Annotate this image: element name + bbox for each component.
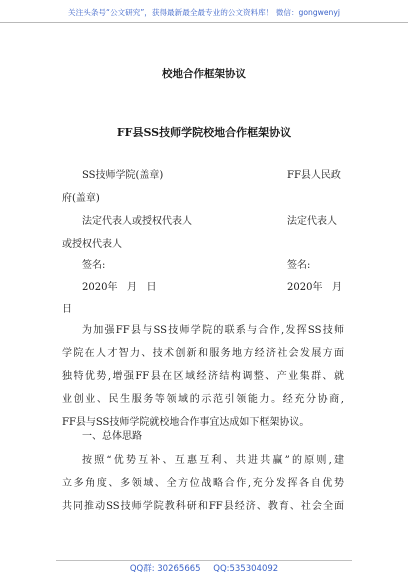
short-title: 校地合作框架协议 xyxy=(162,68,246,80)
section-1-line: 按照“优势互补、互惠互利、共进共赢”的原则,建 xyxy=(82,455,344,466)
header-notice: 关注头条号“公文研究”，获得最新最全最专业的公文资料库！ 微信：gongwenyj xyxy=(68,8,340,17)
representative-b-line2: 或授权代表人 xyxy=(62,239,122,250)
intro-line: 学院在人才智力、技术创新和服务地方经济社会发展方面 xyxy=(62,348,344,359)
date-b-line2: 日 xyxy=(62,304,72,315)
signature-b: 签名: xyxy=(287,260,311,271)
footer-qq-group: QQ群: 30265665 xyxy=(129,564,201,574)
footer-qq: QQ:535304092 xyxy=(213,564,279,574)
intro-line: 为加强FF县与SS技师学院的联系与合作,发挥SS技师 xyxy=(82,325,344,336)
intro-line: 业创业、民生服务等领域的示范引领能力。经充分协商, xyxy=(62,394,344,405)
footer xyxy=(0,562,408,574)
date-a: 2020年 月 日 xyxy=(82,282,157,293)
representative-a: 法定代表人或授权代表人 xyxy=(82,216,192,227)
intro-paragraph xyxy=(62,319,344,434)
section-1-line: 立多角度、多领域、全方位战略合作,充分发挥各自优势 xyxy=(62,478,344,489)
date-b-line1: 2020年 月 xyxy=(287,282,342,293)
full-title: FF县SS技师学院校地合作框架协议 xyxy=(116,126,292,139)
intro-line: FF县与SS技师学院就校地合作事宜达成如下框架协议。 xyxy=(62,417,310,428)
section-1-line: 共同推动SS技师学院教科研和FF县经济、教育、社会全面 xyxy=(62,501,344,512)
party-b-line1: FF县人民政 xyxy=(287,170,341,181)
party-a: SS技师学院(盖章) xyxy=(82,170,164,181)
section-1-heading: 一、总体思路 xyxy=(82,431,142,442)
section-1-paragraph xyxy=(62,449,344,518)
footer-divider xyxy=(56,560,352,561)
party-b-line2: 府(盖章) xyxy=(62,193,100,204)
intro-line: 独特优势,增强FF县在区域经济结构调整、产业集群、就 xyxy=(62,371,344,382)
signature-a: 签名: xyxy=(82,260,106,271)
representative-b-line1: 法定代表人 xyxy=(287,216,337,227)
